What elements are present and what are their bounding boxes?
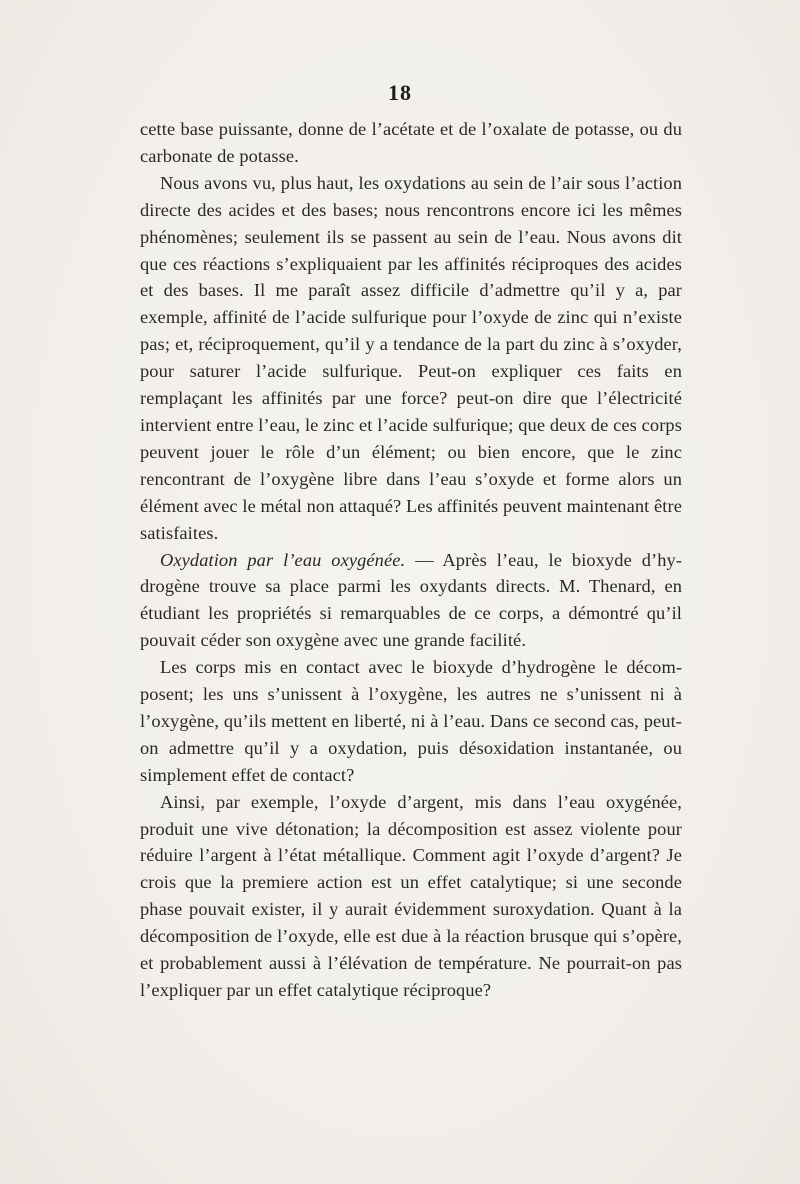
paragraph-4: Les corps mis en contact avec le bioxyde d’hydrogène le décomposent; les uns s’unissent à l’oxygène, les autres ne s’unissent ni à l’oxygène, qu’ils mettent en liberté, ni à l’eau. Dans ce second cas, peut-on admettre qu’il y a oxydation, puis désoxidation instantanée, ou simplement effet de contact? (140, 657, 682, 785)
paragraph-3-text: — Après l’eau, le bioxyde d’hydrogène trouve sa place parmi les oxydants directs. M. Thenard, en étudiant les propriétés si remarquables de ce corps, a démontré qu’il pouvait céder son oxygène avec une grande facilité. (140, 549, 682, 651)
paragraph-3 (140, 547, 682, 655)
section-heading: Oxydation par l’eau oxygénée. (160, 549, 406, 570)
page-number: 18 (388, 80, 412, 105)
body-text (140, 116, 682, 1004)
paragraph-1: cette base puissante, donne de l’acétate et de l’oxalate de potasse, ou du carbonate de potasse. (140, 119, 682, 166)
paragraph-5: Ainsi, par exemple, l’oxyde d’argent, mis dans l’eau oxygénée, produit une vive détonation; la décomposition est assez violente pour réduire l’argent à l’état métallique. Comment agit l’oxyde d’argent? Je crois que la premiere action est un effet catalytique; si une seconde phase pouvait exister, il y aurait évidemment suroxydation. Quant à la décomposition de l’oxyde, elle est due à la réaction brusque qui s’opère, et probablement aussi à l’élévation de température. Ne pourrait-on pas l’expliquer par un effet catalytique réciproque? (140, 791, 682, 1000)
paragraph-2: Nous avons vu, plus haut, les oxydations au sein de l’air sous l’action directe des acides et des bases; nous rencontrons encore ici les mêmes phénomènes; seulement ils se passent au sein de l’eau. Nous avons dit que ces réactions s’expliquaient par les affinités réciproques des acides et des bases. Il me paraît assez difficile d’admettre qu’il y a, par exemple, affinité de l’acide sulfurique pour l’oxyde de zinc qui n’existe pas; et, réciproquement, qu’il y a tendance de la part du zinc à s’oxyder, pour saturer l’acide sulfurique. Peut-on expliquer ces faits en remplaçant les affinités par une force? peut-on dire que l’électricité intervient entre l’eau, le zinc et l’acide sulfurique; que deux de ces corps peuvent jouer le rôle d’un élément; ou bien encore, que le zinc rencontrant de l’oxygène libre dans l’eau s’oxyde et forme alors un élément avec le métal non attaqué? Les affinités peuvent maintenant être satisfaites. (140, 172, 682, 543)
